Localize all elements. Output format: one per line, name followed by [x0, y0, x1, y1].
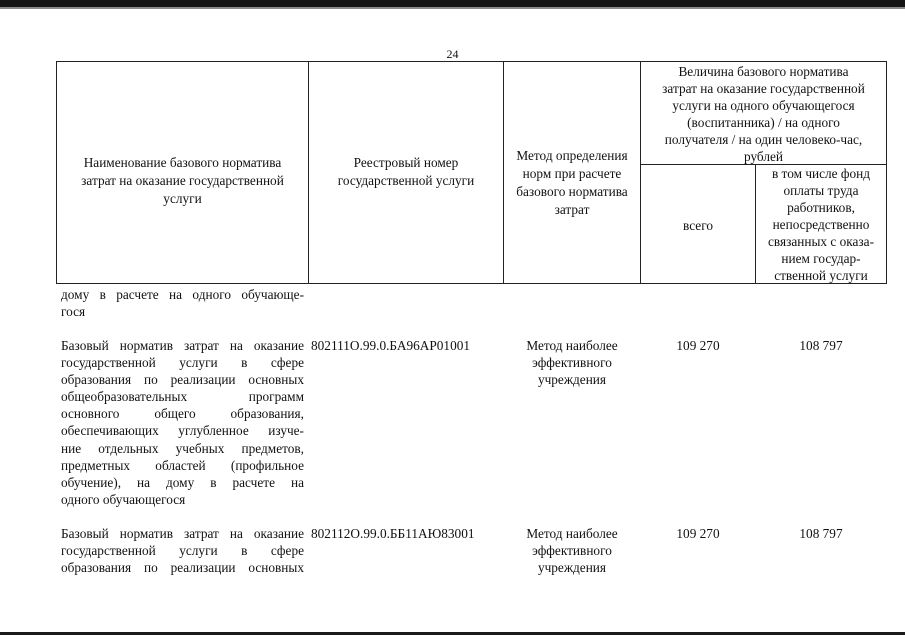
row-name-line: общеобразовательных программ	[61, 389, 304, 404]
row-name-line: основного общего образования,	[61, 406, 304, 421]
header-wage-line: оплаты труда	[783, 183, 859, 198]
row-method-line: Метод наиболее	[526, 526, 618, 541]
row-method-line: Метод наиболее	[526, 338, 618, 353]
bottom-border	[0, 632, 905, 635]
row-name-line: Базовый норматив затрат на оказание	[61, 338, 304, 353]
header-value-line: услуги на одного обучающегося	[672, 98, 855, 113]
header-wage-line: непосредственно	[772, 217, 870, 232]
header-total-text: всего	[683, 218, 713, 233]
row-registry-number: 802111О.99.0.БА96АР01001	[311, 338, 471, 353]
header-value-line: рублей	[743, 149, 784, 164]
header-cell-wage	[755, 164, 887, 284]
page-number: 24	[446, 47, 459, 61]
top-border-shadow	[0, 7, 905, 9]
header-cell-value	[640, 61, 887, 165]
header-method-line: Метод определения	[516, 148, 628, 163]
row-name-line: ние отдельных учебных предметов,	[61, 441, 304, 456]
row-name-line: предметных областей (профильное	[61, 458, 304, 473]
header-method-line: базового норматива	[516, 184, 628, 199]
header-wage-line: нием государ-	[781, 251, 861, 266]
header-value-line: (воспитанника) / на одного	[687, 115, 840, 130]
row-method-line: учреждения	[537, 560, 607, 575]
continuation-line: дому в расчете на одного обучающе-	[61, 287, 304, 302]
row-registry-number: 802112О.99.0.ББ11АЮ83001	[311, 526, 475, 541]
header-cell-total	[640, 164, 756, 284]
row-name-line: образования по реализации основных	[61, 372, 304, 387]
row-method-line: эффективного	[532, 543, 612, 558]
row-name-line: Базовый норматив затрат на оказание	[61, 526, 304, 541]
header-value-line: затрат на оказание государственной	[662, 81, 865, 96]
top-border	[0, 0, 905, 7]
continuation-line: гося	[61, 304, 86, 319]
row-wage-value: 108 797	[799, 526, 843, 541]
header-value-line: получателя / на один человеко-час,	[664, 132, 863, 147]
header-wage-line: работников,	[787, 200, 855, 215]
header-wage-line: связанных с оказа-	[767, 234, 875, 249]
header-cell-name	[56, 61, 309, 284]
header-method-line: норм при расчете	[522, 166, 622, 181]
header-cell-method	[503, 61, 641, 284]
row-method-line: учреждения	[537, 372, 607, 387]
header-wage-line: в том числе фонд	[771, 166, 871, 181]
header-method-line: затрат	[554, 202, 590, 217]
row-name-line: государственной услуги в сфере	[61, 543, 304, 558]
header-wage-line: ственной услуги	[774, 268, 868, 283]
row-name-line: обучение), на дому в расчете на	[61, 475, 304, 490]
header-cell-registry	[308, 61, 504, 284]
header-value-line: Величина базового норматива	[678, 64, 849, 79]
header-registry-text: Реестровый номер государственной услуги	[337, 155, 475, 188]
row-name-line: государственной услуги в сфере	[61, 355, 304, 370]
row-method-line: эффективного	[532, 355, 612, 370]
header-name-text: Наименование базового норматива затрат на оказание государственной услуги	[81, 155, 284, 206]
row-total-value: 109 270	[676, 526, 720, 541]
row-name-line: одного обучающегося	[61, 492, 186, 507]
row-wage-value: 108 797	[799, 338, 843, 353]
row-total-value: 109 270	[676, 338, 720, 353]
row-name-line: образования по реализации основных	[61, 560, 304, 575]
row-name-line: обеспечивающих углубленное изуче-	[61, 423, 304, 438]
